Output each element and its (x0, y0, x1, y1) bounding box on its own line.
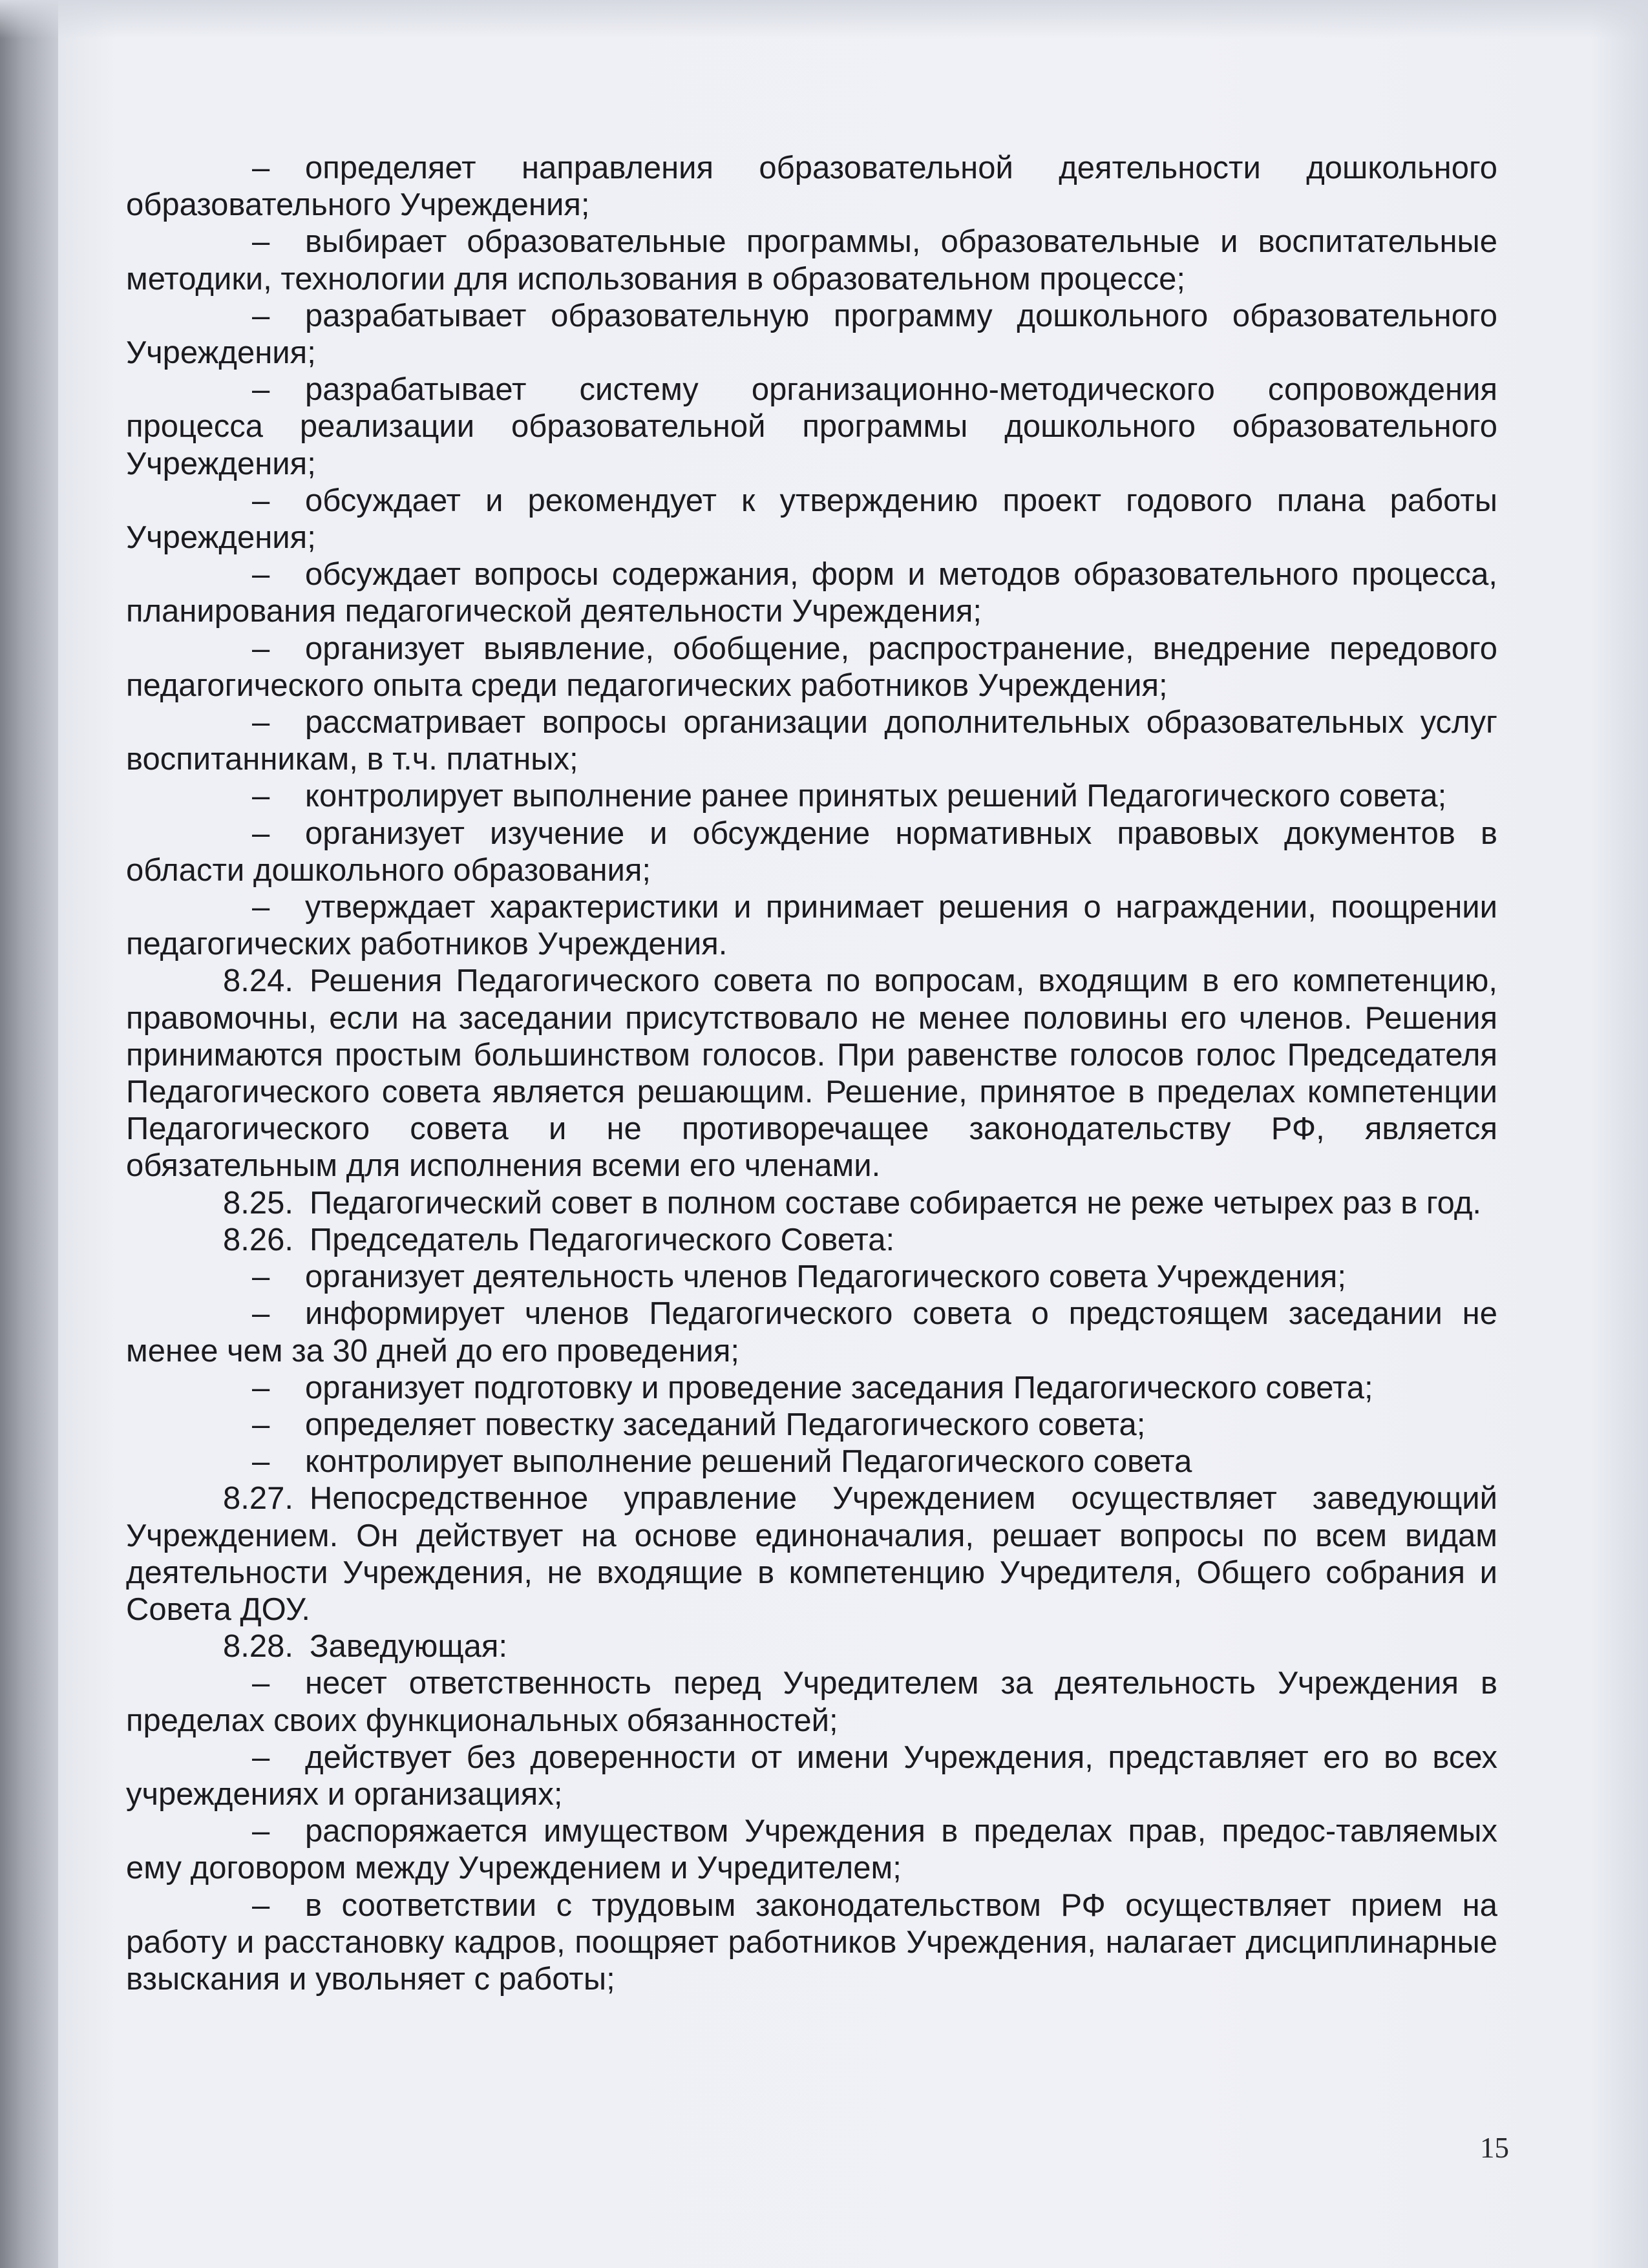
item-marker: – (252, 298, 270, 333)
list-item (126, 1444, 1497, 1480)
item-text: распоряжается имуществом Учреждения в пределах прав, предос-тавляемых ему договором между Учреждением и Учредителем; (126, 1814, 1497, 1886)
list-item (126, 1259, 1497, 1296)
book-spine-shadow (0, 0, 58, 2268)
item-text: определяет направления образовательной деятельности дошкольного образовательного Учреждения; (126, 151, 1497, 223)
item-marker: – (252, 1739, 270, 1775)
list-item (126, 298, 1497, 372)
list-item (126, 704, 1497, 778)
clause-number: 8.27. (223, 1481, 293, 1517)
numbered-clause (126, 1480, 1497, 1628)
item-text: выбирает образовательные программы, образовательные и воспитательные методики, технологии для использования в образовательном процессе; (126, 224, 1497, 297)
item-text: разрабатывает образовательную программу дошкольного образовательного Учреждения; (126, 298, 1497, 371)
item-marker: – (252, 1444, 270, 1480)
item-text: действует без доверенности от имени Учреждения, представляет его во всех учреждениях и организациях; (126, 1739, 1497, 1812)
item-text: в соответствии с трудовым законодательством РФ осуществляет прием на работу и расстановку кадров, поощряет работников Учреждения, налагает дисциплинарные взыскания и увольняет с работы; (126, 1887, 1497, 1997)
item-text: утверждает характеристики и принимает решения о награждении, поощрении педагогических работников Учреждения. (126, 890, 1497, 962)
item-marker: – (252, 890, 270, 925)
list-item (126, 1407, 1497, 1444)
list-item (126, 483, 1497, 556)
list-item (126, 150, 1497, 224)
numbered-clause (126, 1628, 1497, 1665)
list-item (126, 224, 1497, 297)
document-body (126, 150, 1497, 1998)
item-text: организует изучение и обсуждение нормативных правовых документов в области дошкольного образования; (126, 815, 1497, 888)
item-marker: – (252, 1370, 270, 1405)
list-item (126, 1296, 1497, 1369)
list-item (126, 1887, 1497, 1999)
item-text: контролирует выполнение решений Педагогического совета (305, 1444, 1192, 1480)
item-text: организует деятельность членов Педагогического совета Учреждения; (305, 1259, 1346, 1295)
item-marker: – (252, 1814, 270, 1849)
numbered-clause (126, 1185, 1497, 1222)
clause-number: 8.24. (223, 963, 293, 999)
list-item (126, 1665, 1497, 1739)
item-marker: – (252, 705, 270, 740)
clause-text: Решения Педагогического совета по вопросам, входящим в его компетенцию, правомочны, если на заседании присутствовало не менее половины его членов. Решения принимаются простым большинством голосов. При равенстве голосов голос Председателя Педагогического совета является решающим. Решение, принятое в пределах компетенции Педагогического совета и не противоречащее законодательству РФ, является обязательным для исполнения всеми его членами. (126, 963, 1497, 1184)
list-item (126, 1813, 1497, 1887)
list-item (126, 372, 1497, 483)
clause-text: Председатель Педагогического Совета: (310, 1222, 895, 1257)
item-marker: – (252, 224, 270, 260)
item-marker: – (252, 1259, 270, 1295)
list-item (126, 778, 1497, 815)
clause-text: Заведующая: (310, 1629, 508, 1664)
item-marker: – (252, 815, 270, 851)
item-marker: – (252, 1296, 270, 1332)
item-text: обсуждает вопросы содержания, форм и методов образовательного процесса, планирования педагогической деятельности Учреждения; (126, 557, 1497, 629)
page-number: 15 (1480, 2132, 1509, 2164)
item-text: организует подготовку и проведение заседания Педагогического совета; (305, 1370, 1373, 1405)
item-text: разрабатывает систему организационно-методического сопровождения процесса реализации образовательной программы дошкольного образовательного Учреждения; (126, 372, 1497, 481)
item-text: несет ответственность перед Учредителем за деятельность Учреждения в пределах своих функциональных обязанностей; (126, 1666, 1497, 1738)
clause-text: Непосредственное управление Учреждением осуществляет заведующий Учреждением. Он действует на основе единоначалия, решает вопросы по всем видам деятельности Учреждения, не входящие в компетенцию Учредителя, Общего собрания и Совета ДОУ. (126, 1481, 1497, 1627)
item-marker: – (252, 1887, 270, 1923)
item-text: организует выявление, обобщение, распространение, внедрение передового педагогического опыта среди педагогических работников Учреждения; (126, 631, 1497, 703)
numbered-clause (126, 1222, 1497, 1259)
clause-number: 8.26. (223, 1222, 293, 1257)
item-text: определяет повестку заседаний Педагогического совета; (305, 1407, 1146, 1442)
clause-number: 8.25. (223, 1185, 293, 1221)
list-item (126, 815, 1497, 889)
numbered-clause (126, 963, 1497, 1184)
list-item (126, 889, 1497, 963)
item-marker: – (252, 372, 270, 408)
list-item (126, 1739, 1497, 1813)
clause-number: 8.28. (223, 1629, 293, 1664)
clause-text: Педагогический совет в полном составе собирается не реже четырех раз в год. (310, 1185, 1482, 1221)
list-item (126, 556, 1497, 630)
item-text: контролирует выполнение ранее принятых решений Педагогического совета; (305, 779, 1447, 814)
item-text: информирует членов Педагогического совета о предстоящем заседании не менее чем за 30 дней до его проведения; (126, 1296, 1497, 1369)
item-marker: – (252, 151, 270, 185)
item-marker: – (252, 483, 270, 518)
item-marker: – (252, 557, 270, 593)
item-marker: – (252, 779, 270, 814)
item-text: рассматривает вопросы организации дополнительных образовательных услуг воспитанникам, в т.ч. платных; (126, 705, 1497, 777)
list-item (126, 1370, 1497, 1407)
item-marker: – (252, 1407, 270, 1442)
item-marker: – (252, 631, 270, 666)
item-marker: – (252, 1666, 270, 1701)
item-text: обсуждает и рекомендует к утверждению проект годового плана работы Учреждения; (126, 483, 1497, 556)
scan-edge-shadow (0, 0, 1648, 39)
list-item (126, 631, 1497, 704)
